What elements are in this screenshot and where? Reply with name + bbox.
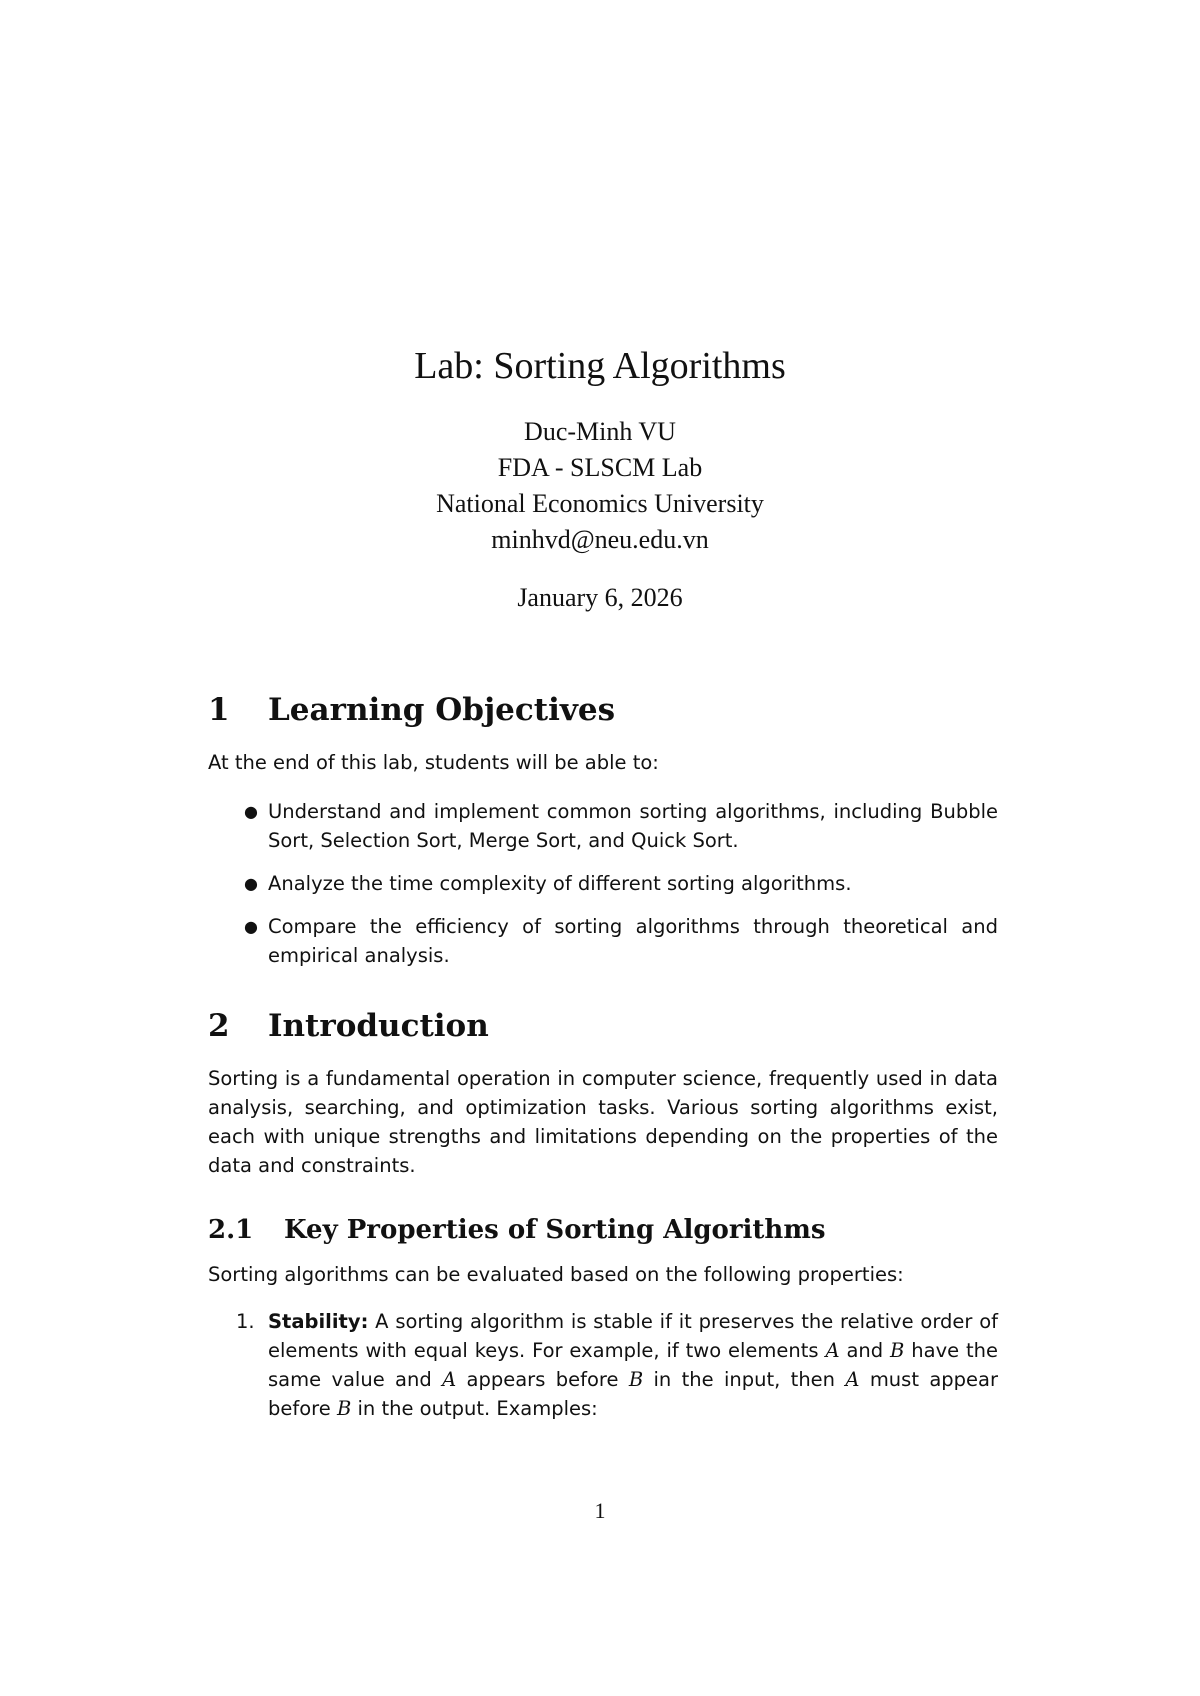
author-block: [0, 414, 1200, 558]
page-number: 1: [594, 1498, 606, 1523]
section-heading-introduction: [208, 1006, 998, 1046]
section-number: 1: [208, 692, 230, 728]
document-date: January 6, 2026: [517, 583, 683, 612]
math-variable: A: [442, 1368, 457, 1391]
property-text: in the output. Examples:: [351, 1397, 598, 1420]
author-institution: National Economics University: [436, 489, 764, 518]
math-variable: B: [336, 1397, 352, 1420]
list-item: [208, 869, 998, 898]
list-item: [208, 912, 998, 970]
author-lab: FDA - SLSCM Lab: [497, 453, 703, 482]
bullet-icon: ●: [244, 917, 258, 936]
list-item-text: Compare the efficiency of sorting algorithms through theoretical and empirical analysis.: [268, 915, 998, 967]
section-title: Learning Objectives: [268, 692, 616, 728]
properties-intro: Sorting algorithms can be evaluated based on the following properties:: [208, 1263, 904, 1286]
math-variable: B: [628, 1368, 644, 1391]
math-variable: B: [890, 1339, 905, 1362]
math-variable: A: [825, 1339, 840, 1362]
property-text: have the same value and: [268, 1339, 999, 1391]
property-text: A sorting algorithm is stable if it preserves the relative order of elements with equal keys. For example, if two elements: [268, 1310, 998, 1362]
subsection-heading-key-properties: [208, 1212, 998, 1248]
section-number: 2: [208, 1008, 230, 1044]
objectives-list: [208, 797, 998, 970]
math-variable: A: [845, 1368, 860, 1391]
introduction-paragraph: Sorting is a fundamental operation in computer science, frequently used in data analysis, searching, and optimization tasks. Various sorting algorithms exist, each with unique strengths and limitations depending on the properties of the data and constraints.: [208, 1067, 998, 1177]
author-name: Duc-Minh VU: [524, 417, 676, 446]
section-title: Introduction: [268, 1008, 489, 1044]
property-text: in the input, then: [643, 1368, 846, 1391]
property-term: Stability:: [268, 1310, 369, 1333]
subsection-title: Key Properties of Sorting Algorithms: [284, 1215, 826, 1245]
property-text: and: [839, 1339, 891, 1362]
title-block: [0, 343, 1200, 616]
list-item-text: Analyze the time complexity of different sorting algorithms.: [268, 872, 852, 895]
list-item: [208, 1307, 998, 1423]
objectives-intro: At the end of this lab, students will be able to:: [208, 751, 659, 774]
document-title: Lab: Sorting Algorithms: [414, 345, 786, 387]
properties-list: [208, 1307, 998, 1423]
main-content: [208, 690, 998, 1423]
bullet-icon: ●: [244, 874, 258, 893]
author-email: minhvd@neu.edu.vn: [491, 525, 709, 554]
list-item-number: 1.: [236, 1310, 255, 1333]
list-item-text: Understand and implement common sorting algorithms, including Bubble Sort, Selection Sort, Merge Sort, and Quick Sort.: [268, 800, 998, 852]
section-heading-learning-objectives: [208, 690, 998, 730]
property-text: appears before: [456, 1368, 629, 1391]
property-text: must appear before: [268, 1368, 998, 1420]
list-item: [208, 797, 998, 855]
subsection-number: 2.1: [208, 1215, 254, 1245]
bullet-icon: ●: [244, 802, 258, 821]
